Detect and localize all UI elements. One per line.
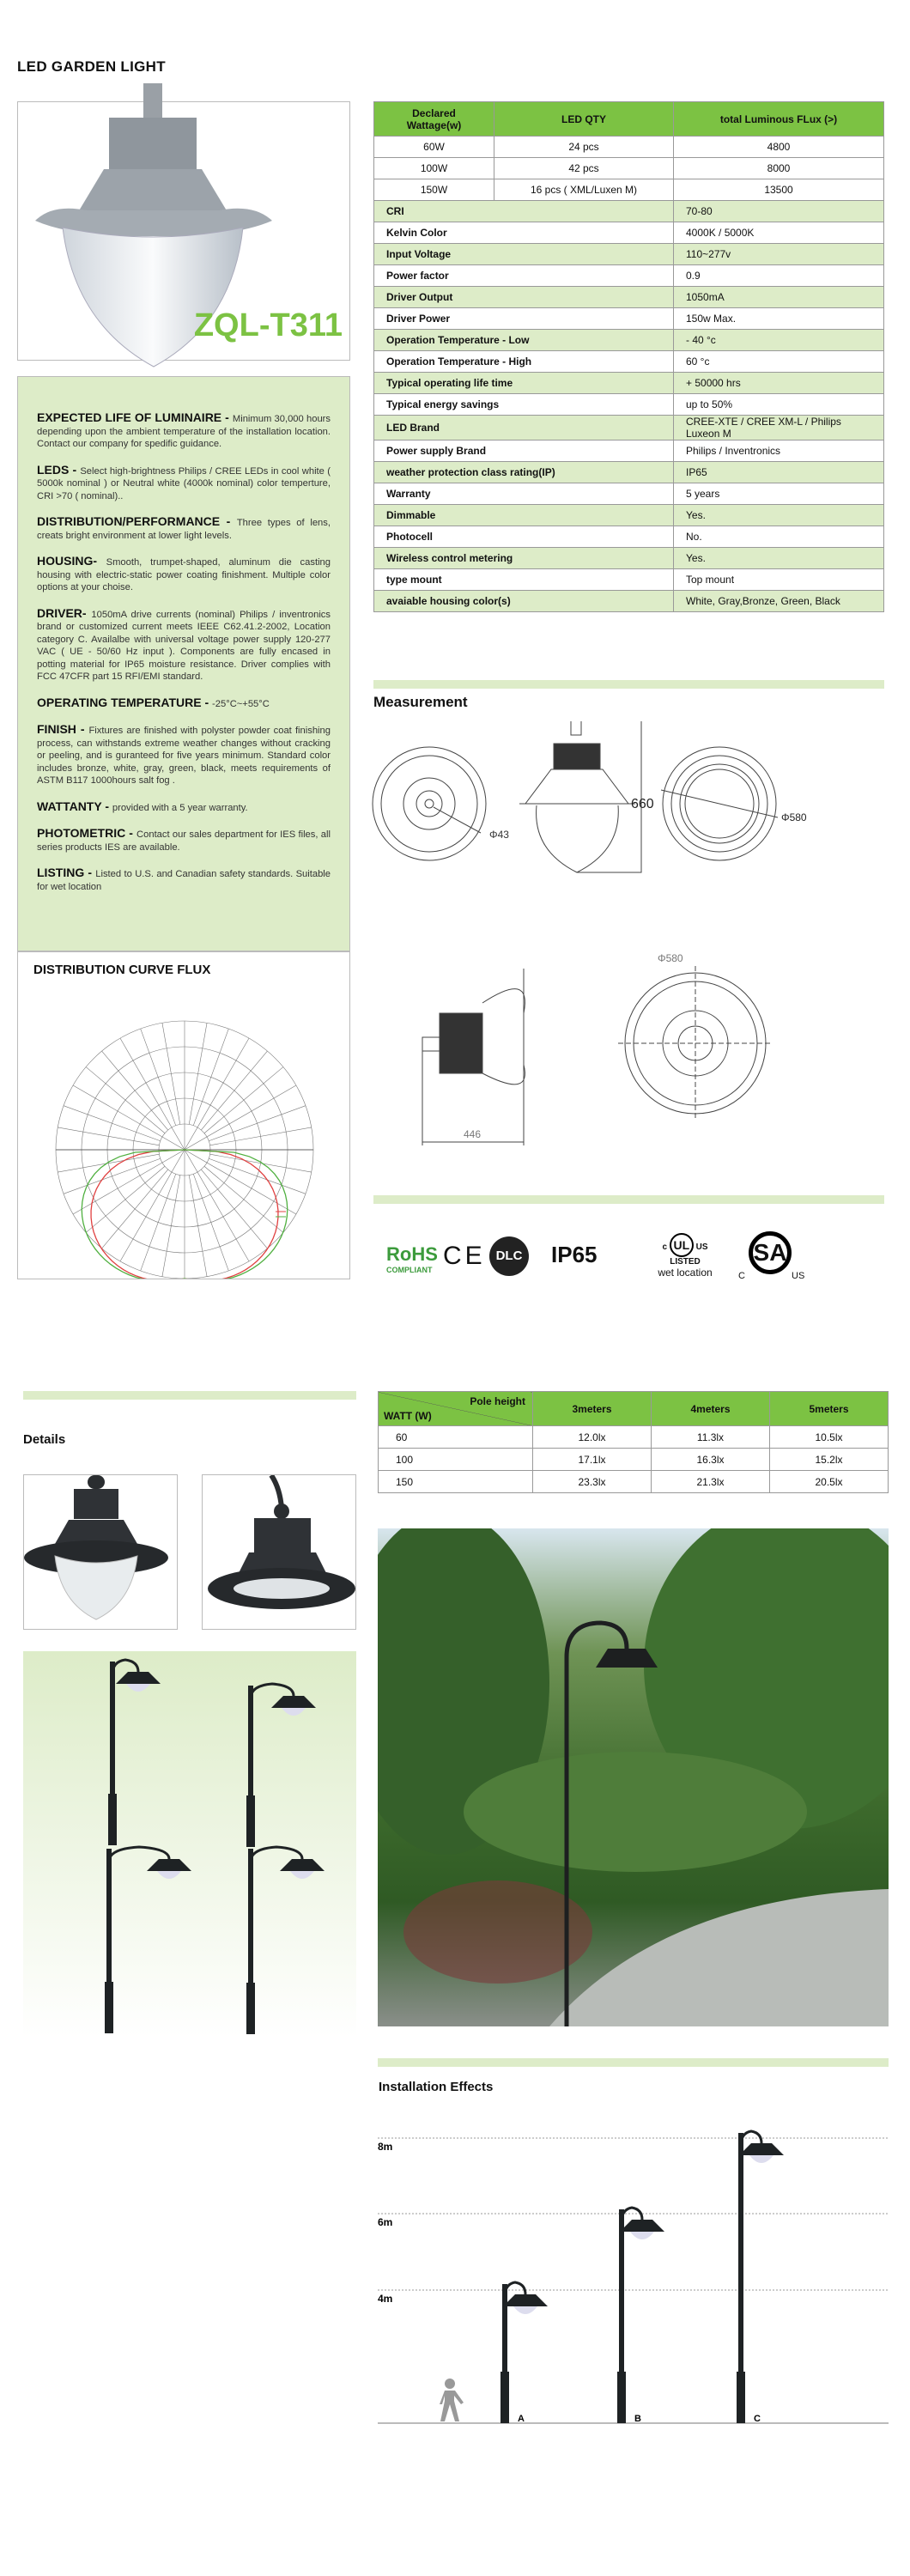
polar-spoke: [58, 1127, 159, 1145]
polar-spoke: [201, 1051, 267, 1130]
lux-height-header: 5meters: [770, 1392, 889, 1426]
spec-label: Power supply Brand: [374, 440, 674, 462]
details-title: Details: [23, 1432, 66, 1447]
feature-text: Contact our sales department for IES files, all series products IES are available.: [37, 829, 331, 853]
polar-spoke: [204, 1067, 283, 1133]
spec-value: up to 50%: [674, 394, 884, 416]
lux-value: 23.3lx: [533, 1471, 652, 1493]
polar-plot: [18, 987, 351, 1279]
spec-label: Driver Output: [374, 287, 674, 308]
spec-header-row: [374, 102, 884, 137]
spec-value: IP65: [674, 462, 884, 483]
feature-text: Minimum 30,000 hours depending upon the ambient temperature of the installation location. Contact our company for spedific guidance.: [37, 414, 331, 449]
spec-label: Dimmable: [374, 505, 674, 526]
spec-row: [374, 526, 884, 548]
dim-d1: Φ43: [489, 829, 509, 841]
spec-value: 60 °c: [674, 351, 884, 373]
polar-spoke: [193, 1174, 228, 1271]
model-cell: 60W: [374, 137, 494, 158]
pole-label: B: [634, 2414, 641, 2424]
lux-value: 20.5lx: [770, 1471, 889, 1493]
spec-value: No.: [674, 526, 884, 548]
feature-item: [37, 607, 331, 683]
feature-item: [37, 723, 331, 787]
polar-spoke: [209, 1106, 306, 1141]
feature-text: Listed to U.S. and Canadian safety standards. Suitable for wet location: [37, 869, 331, 892]
polar-spoke: [193, 1029, 228, 1126]
pole-illustration: [105, 1847, 191, 2033]
pole-illustration: [737, 2131, 784, 2423]
feature-item: [37, 515, 331, 542]
spec-row: [374, 287, 884, 308]
lux-row: [379, 1471, 889, 1493]
lux-value: 10.5lx: [770, 1426, 889, 1449]
spec-value: 70-80: [674, 201, 884, 222]
height-label: 8m: [378, 2141, 393, 2153]
pole-label: C: [754, 2414, 761, 2424]
feature-text: provided with a 5 year warranty.: [112, 802, 248, 813]
model-row: [374, 158, 884, 179]
model-cell: 24 pcs: [494, 137, 674, 158]
park-photo: [378, 1528, 889, 2026]
feature-text: Smooth, trumpet-shaped, aluminum die casting housing with electric-static power coating finishment. Multiple color options at your choise.: [37, 557, 331, 592]
feature-heading: PHOTOMETRIC -: [37, 826, 137, 840]
model-cell: 8000: [674, 158, 884, 179]
feature-heading: OPERATING TEMPERATURE -: [37, 695, 213, 709]
polar-spoke: [86, 1067, 165, 1133]
person-icon: [440, 2379, 464, 2421]
polar-spoke: [141, 1029, 176, 1126]
distribution-chart: [17, 951, 350, 1279]
feature-heading: DRIVER-: [37, 605, 92, 620]
lux-value: 15.2lx: [770, 1449, 889, 1471]
feature-heading: LISTING -: [37, 866, 96, 879]
lux-table: [378, 1391, 889, 1493]
spec-row: [374, 351, 884, 373]
features-panel: [17, 376, 350, 951]
polar-spoke: [102, 1170, 168, 1249]
product-image: [17, 101, 350, 361]
spec-row: [374, 222, 884, 244]
spec-label: Kelvin Color: [374, 222, 674, 244]
pole-illustration: [500, 2282, 548, 2423]
spec-value: Philips / Inventronics: [674, 440, 884, 462]
lux-watt: 60: [379, 1426, 533, 1449]
polar-spoke: [64, 1106, 161, 1141]
dim-width: 446: [464, 1128, 482, 1140]
height-label: 6m: [378, 2216, 393, 2228]
dlc-logo: DLC: [489, 1236, 529, 1276]
polar-spoke: [86, 1166, 165, 1232]
spec-label: CRI: [374, 201, 674, 222]
polar-spoke: [210, 1127, 312, 1145]
lux-value: 12.0lx: [533, 1426, 652, 1449]
pole-illustration: [108, 1660, 161, 1845]
spec-row: [374, 483, 884, 505]
polar-spoke: [162, 1023, 180, 1124]
spec-value: 0.9: [674, 265, 884, 287]
spec-table: [373, 101, 884, 612]
measurement-drawings: [369, 721, 910, 1168]
feature-text: Three types of lens, creats bright environment at lower light levels.: [37, 518, 331, 541]
lux-height-header: 4meters: [652, 1392, 770, 1426]
feature-item: [37, 411, 331, 451]
polar-spoke: [209, 1158, 306, 1194]
spec-row: [374, 244, 884, 265]
spec-row: [374, 548, 884, 569]
spec-header: total Luminous FLux (>): [674, 102, 884, 137]
pole-illustration: [246, 1684, 316, 1847]
dim-d3: Φ580: [658, 952, 683, 964]
spec-row: [374, 505, 884, 526]
polar-spoke: [189, 1023, 207, 1124]
spec-row: [374, 265, 884, 287]
feature-item: [37, 827, 331, 854]
spec-row: [374, 394, 884, 416]
pole-illustration: [246, 1847, 325, 2034]
spec-label: Input Voltage: [374, 244, 674, 265]
feature-heading: HOUSING-: [37, 554, 106, 568]
model-cell: 150W: [374, 179, 494, 201]
spec-header: LED QTY: [494, 102, 674, 137]
ip65-logo: IP65: [551, 1242, 598, 1267]
spec-label: Power factor: [374, 265, 674, 287]
spec-value: + 50000 hrs: [674, 373, 884, 394]
measurement-title: Measurement: [373, 694, 468, 710]
feature-item: [37, 800, 331, 815]
spec-value: 4000K / 5000K: [674, 222, 884, 244]
installation-diagram: [378, 2112, 889, 2430]
spec-value: White, Gray,Bronze, Green, Black: [674, 591, 884, 612]
feature-heading: DISTRIBUTION/PERFORMANCE -: [37, 514, 237, 528]
lux-value: 17.1lx: [533, 1449, 652, 1471]
polar-spoke: [189, 1176, 207, 1277]
spec-label: LED Brand: [374, 416, 674, 440]
dim-d2: Φ580: [781, 811, 807, 823]
lux-corner-cell: Pole height WATT (W): [379, 1392, 533, 1426]
polar-spoke: [58, 1154, 159, 1172]
ul-logo: c UL US LISTED wet location: [654, 1233, 716, 1279]
divider: [373, 1195, 884, 1204]
feature-heading: LEDS -: [37, 462, 81, 477]
dim-height: 660: [631, 797, 654, 811]
spec-label: avaiable housing color(s): [374, 591, 674, 612]
detail-image-flat: [202, 1474, 356, 1630]
spec-label: Typical energy savings: [374, 394, 674, 416]
lux-value: 11.3lx: [652, 1426, 770, 1449]
spec-label: Operation Temperature - High: [374, 351, 674, 373]
spec-row: [374, 462, 884, 483]
polar-spoke: [64, 1158, 161, 1194]
model-row: [374, 179, 884, 201]
model-cell: 100W: [374, 158, 494, 179]
spec-label: type mount: [374, 569, 674, 591]
pole-styles-panel: [23, 1651, 356, 2038]
pole-label: A: [518, 2414, 525, 2424]
model-cell: 4800: [674, 137, 884, 158]
lux-value: 16.3lx: [652, 1449, 770, 1471]
spec-value: CREE-XTE / CREE XM-L / Philips Luxeon M: [674, 416, 884, 440]
spec-value: Top mount: [674, 569, 884, 591]
spec-row: [374, 308, 884, 330]
lux-watt: 150: [379, 1471, 533, 1493]
spec-value: 150w Max.: [674, 308, 884, 330]
polar-spoke: [162, 1176, 180, 1277]
spec-row: [374, 330, 884, 351]
height-label: 4m: [378, 2293, 393, 2305]
spec-value: - 40 °c: [674, 330, 884, 351]
spec-row: [374, 440, 884, 462]
spec-label: Typical operating life time: [374, 373, 674, 394]
feature-heading: WATTANTY -: [37, 799, 112, 813]
feature-text: Fixtures are finished with polyster powder coat finishing process, can withstands extreme weather changes without cracking or peeling, and is guranteed for five years minimum. Standard color includes bronze, white, gray, green, black, meets requirements of ASTM B117 1000hours salt fog .: [37, 726, 331, 786]
divider: [378, 2058, 889, 2067]
feature-heading: EXPECTED LIFE OF LUMINAIRE -: [37, 410, 233, 424]
model-cell: 42 pcs: [494, 158, 674, 179]
model-cell: 13500: [674, 179, 884, 201]
detail-image-lens: [23, 1474, 178, 1630]
spec-label: Operation Temperature - Low: [374, 330, 674, 351]
installation-title: Installation Effects: [379, 2080, 494, 2094]
spec-label: Wireless control metering: [374, 548, 674, 569]
pole-illustration: [617, 2208, 664, 2423]
spec-value: Yes.: [674, 548, 884, 569]
model-number: ZQL-T311: [193, 307, 343, 343]
spec-label: Warranty: [374, 483, 674, 505]
ce-logo: CE: [443, 1242, 486, 1270]
lux-height-header: 3meters: [533, 1392, 652, 1426]
spec-row: [374, 591, 884, 612]
spec-label: weather protection class rating(IP): [374, 462, 674, 483]
feature-text: Select high-brightness Philips / CREE LEDs in cool white ( 5000k nominal ) or Neutral white (4000k nominal) color temperture, CRI >70 ( nominal)..: [37, 465, 331, 501]
spec-row: [374, 416, 884, 440]
polar-spoke: [201, 1170, 267, 1249]
spec-value: 5 years: [674, 483, 884, 505]
feature-item: [37, 464, 331, 503]
polar-spoke: [102, 1051, 168, 1130]
lux-watt: 100: [379, 1449, 533, 1471]
model-row: [374, 137, 884, 158]
lux-row: [379, 1449, 889, 1471]
divider: [373, 680, 884, 689]
page-title: LED GARDEN LIGHT: [17, 58, 166, 75]
csa-logo: SA C US: [740, 1231, 800, 1283]
lux-header-row: [379, 1392, 889, 1426]
spec-row: [374, 201, 884, 222]
rohs-logo: RoHS COMPLIANT: [386, 1243, 438, 1274]
garden-light-image: [18, 83, 351, 343]
lux-value: 21.3lx: [652, 1471, 770, 1493]
spec-header: Declared Wattage(w): [374, 102, 494, 137]
spec-value: Yes.: [674, 505, 884, 526]
distribution-title: DISTRIBUTION CURVE FLUX: [33, 963, 211, 977]
spec-row: [374, 373, 884, 394]
feature-item: [37, 696, 331, 711]
spec-label: Photocell: [374, 526, 674, 548]
pole-styles-image: [23, 1651, 356, 2038]
model-cell: 16 pcs ( XML/Luxen M): [494, 179, 674, 201]
feature-heading: FINISH -: [37, 722, 89, 736]
feature-text: 1050mA drive currents (nominal) Philips / inventronics brand or customized current meets IEEE C62.41.2-2002, Location category C. Availalbe with universal voltage power supply 120-277 VAC ( UE - 50/60 Hz input ). Components are fully encased in potting material for IP65 moisture resistance. Driver complies with FCC 47CFR part 15 RFI/EMI standard.: [37, 609, 331, 682]
feature-item: [37, 555, 331, 594]
polar-spoke: [141, 1174, 176, 1271]
spec-value: 110~277v: [674, 244, 884, 265]
spec-value: 1050mA: [674, 287, 884, 308]
polar-spoke: [210, 1154, 312, 1172]
divider: [23, 1391, 356, 1400]
feature-text: -25°C~+55°C: [212, 698, 270, 709]
spec-label: Driver Power: [374, 308, 674, 330]
lux-row: [379, 1426, 889, 1449]
feature-item: [37, 866, 331, 893]
polar-spoke: [204, 1166, 283, 1232]
spec-row: [374, 569, 884, 591]
